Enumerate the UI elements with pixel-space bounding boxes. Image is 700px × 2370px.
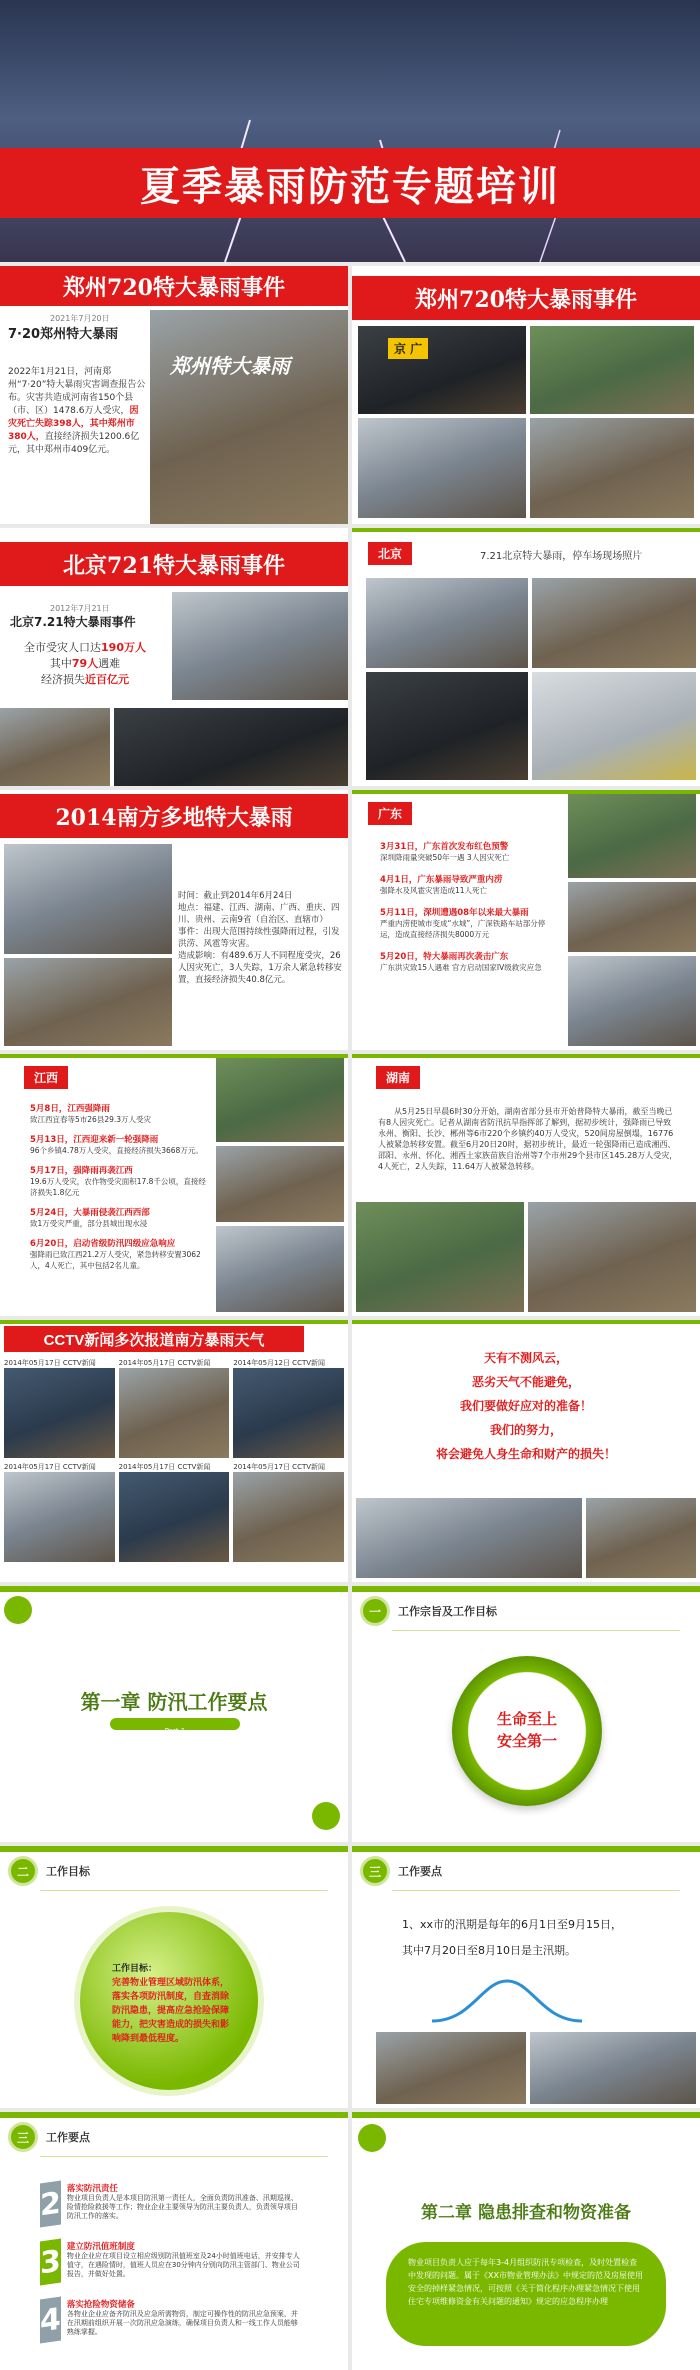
slide-hunan	[352, 1054, 700, 1316]
section-number: 三	[8, 2122, 38, 2152]
beijing-photo-1	[172, 592, 348, 700]
list-item: 5月20日，特大暴雨再次袭击广东 广东洪灾致15人遇难 官方启动国家IV级救灾应急	[380, 952, 542, 972]
chapter-text-box: 物业项目负责人应于每年3-4月组织防汛专项检查，及时处置检查中发现的问题。属于《XX市物业管理办法》中规定的范及房屋使用安全的掉样紧急情况，可按照《关于简化程序办理紧急情况下使用住宅专项维修资金有关问题的通知》规定的应急程序办理	[386, 2242, 666, 2346]
section-label: 工作要点	[398, 1865, 442, 1878]
steps-list	[40, 2182, 300, 2356]
subtitle: 7·20郑州特大暴雨	[8, 327, 119, 342]
event-list	[30, 1102, 210, 1271]
news-tile: 2014年05月17日 CCTV新闻	[4, 1462, 115, 1562]
slide-header: 郑州720特大暴雨事件	[352, 276, 700, 320]
slide-jiangxi	[0, 1054, 348, 1316]
slide-purpose	[352, 1586, 700, 1842]
slide-header: 北京721特大暴雨事件	[0, 542, 348, 586]
tunnel-photo	[530, 418, 694, 518]
photo-caption: 7.21北京特大暴雨，停车场现场照片	[480, 551, 643, 562]
slogan-photo-2	[586, 1498, 696, 1578]
slide-slogan	[352, 1320, 700, 1582]
cover-title: 夏季暴雨防范专题培训	[140, 162, 560, 210]
jiangxi-photo-3	[216, 1226, 344, 1312]
parking-photo-1	[366, 578, 528, 668]
event-text: 从5月25日早晨6时30分开始，湖南省部分县市开始普降特大暴雨，截至当晚已有8人因灾死亡。记者从湖南省防汛抗旱指挥部了解到，据初步统计，强降雨已导致永州、衡阳、长沙、郴州等6市220个乡镇约40万人受灾，520间房屋倒塌，16776人被紧急转移安置。截至6月20日20时，据初步统计，最近一轮强降雨已造成湘西、邵阳、永州、怀化、湘西土家族苗族自治州等7个市州29个县市区145.28万人受灾，4人死亡，2人失踪，11.64万人被紧急转移。	[378, 1107, 678, 1171]
jiangxi-photo-2	[216, 1146, 344, 1222]
hunan-photo-1	[356, 1202, 524, 1312]
rescue-photo	[532, 672, 696, 780]
section-label: 工作要点	[46, 2131, 90, 2144]
flood-photo-1	[376, 2032, 526, 2104]
cars-photo	[358, 418, 526, 518]
region-tag: 湖南	[376, 1066, 420, 1089]
list-item: 3月31日，广东首次发布红色预警 深圳降雨量突破50年一遇 3人因灾死亡	[380, 842, 510, 862]
goal-text: 工作目标： 完善物业管理区域防汛体系，落实各项防汛制度，自查消除防汛隐患，提高应急抢险保障能力，把灾害造成的损失和影响降到最低程度。	[112, 1964, 230, 2044]
slogan-photo-1	[356, 1498, 582, 1578]
slide-responsibilities	[0, 2112, 348, 2370]
event-list	[380, 840, 560, 973]
section-label: 工作宗旨及工作目标	[398, 1605, 497, 1618]
south-photo-1	[4, 844, 172, 954]
list-item: 5月11日，深圳遭遇08年以来最大暴雨 严重内涝使城市变成“水城”，广深铁路车站部分停运，造成直接经济损失8000万元	[380, 908, 546, 939]
decor-circle	[358, 2124, 386, 2152]
date-text: 2021年7月20日	[50, 314, 110, 323]
flood-photo-2	[530, 2032, 696, 2104]
south-photo-2	[4, 958, 172, 1046]
street-flood-photo	[530, 326, 694, 414]
slide-zhengzhou-1	[0, 266, 348, 524]
news-tile: 2014年05月17日 CCTV新闻	[119, 1462, 230, 1562]
beijing-photo-2	[0, 708, 110, 786]
list-item: 5月8日，江西强降雨 致江西宜春等5市26县29.3万人受灾	[30, 1104, 152, 1124]
guangdong-photo-1	[568, 794, 696, 878]
parking-photo-3	[366, 672, 528, 780]
station-sign: 京 广	[388, 338, 428, 359]
guangdong-photo-3	[568, 956, 696, 1046]
decor-circle	[4, 1596, 32, 1624]
slide-header: 郑州720特大暴雨事件	[0, 266, 348, 306]
news-tile: 2014年05月17日 CCTV新闻	[4, 1358, 115, 1458]
subway-photo	[358, 326, 526, 414]
list-item: 2 落实防汛责任 物业项目负责人是本项目防汛第一责任人，全面负责防汛准备、汛期巡视、险情抢险救援等工作；物业企业主要领导为防汛主要负责人，负责领导项目防汛工作的落实。	[40, 2182, 300, 2240]
list-item: 6月20日，启动省级防汛四级应急响应 强降雨已致江西21.2万人受灾，紧急转移安置3062人，4人死亡，其中包括2名儿童。	[30, 1239, 201, 1270]
news-tile: 2014年05月17日 CCTV新闻	[119, 1358, 230, 1458]
slide-goal	[0, 1846, 348, 2108]
slide-guangdong	[352, 790, 700, 1050]
section-number: 二	[8, 1856, 38, 1886]
season-text: 1、xx市的汛期是每年的6月1日至9月15日， 其中7月20日至8月10日是主汛期。	[402, 1918, 623, 1957]
event-text: 时间：截止到2014年6月24日 地点：福建、江西、湖南、广西、重庆、四川、贵州、云南9省（自治区、直辖市） 事件：出现大范围持续性强降雨过程，引发洪涝、风雹等灾害。 造成影响：有489.6万人不同程度受灾，26人因灾死亡，3人失踪，1万余人紧急转移安置，直接经济损失40.8亿元。	[178, 891, 342, 985]
beijing-photo-3	[114, 708, 348, 786]
list-item: 5月13日，江西迎来新一轮强降雨 96个乡镇4.78万人受灾，直接经济损失3668万元。	[30, 1135, 203, 1155]
flood-photo	[150, 310, 348, 524]
parking-photo-2	[532, 578, 696, 668]
cover-slide	[0, 0, 700, 262]
date-text: 2012年7月21日	[50, 604, 110, 613]
goal-text: 生命至上 安全第一	[496, 1710, 557, 1750]
region-tag: 广东	[368, 802, 412, 825]
jiangxi-photo-1	[216, 1058, 344, 1142]
lightning-icon	[0, 0, 700, 262]
stats-text: 全市受灾人口达190万人 其中79人遇难 经济损失近百亿元	[24, 641, 146, 686]
news-tile: 2014年05月12日 CCTV新闻	[233, 1358, 344, 1458]
body-text: 2022年1月21日，河南郑州“7·20”特大暴雨灾害调查报告公布。灾害共造成河南省150个县（市、区）1478.6万人受灾，因灾死亡失踪398人，其中郑州市380人，直接经济损失1200.6亿元，其中郑州市409亿元。	[8, 367, 146, 455]
chapter-title: 第二章 隐患排查和物资准备	[421, 2203, 631, 2223]
slide-header: CCTV新闻多次报道南方暴雨天气	[4, 1326, 304, 1352]
photo-caption: 郑州特大暴雨	[170, 354, 290, 378]
news-grid	[4, 1358, 344, 1562]
guangdong-photo-2	[568, 882, 696, 952]
slide-chapter-1	[0, 1586, 348, 1842]
list-item: 4 落实抢险物资储备 各物业企业应备齐防汛及应急所需物资，制定可操作性的防汛应急预案，并在汛期前组织开展一次防汛应急演练，确保项目负责人和一线工作人员能够熟练掌握。	[40, 2298, 300, 2356]
hunan-photo-2	[528, 1202, 696, 1312]
section-label: 工作目标	[46, 1865, 90, 1878]
rainfall-curve-icon	[432, 1976, 582, 2026]
list-item: 5月17日，强降雨再袭江西 19.6万人受灾，农作物受灾面积17.8千公顷，直接经济损失1.8亿元	[30, 1166, 206, 1197]
section-number: 三	[360, 1856, 390, 1886]
decor-circle	[312, 1802, 340, 1830]
part-badge: Part 1	[110, 1718, 240, 1730]
slide-south-2014	[0, 790, 348, 1050]
list-item: 4月1日，广东暴雨导致严重内涝 强降水及风雹灾害造成11人死亡	[380, 875, 503, 895]
slide-beijing-1	[0, 528, 348, 786]
list-item: 3 建立防汛值班制度 物业企业应在项目设立相应级别防汛值班室及24小时值班电话，并安排专人值守，在遇险情时，值班人员应在30分钟内分别向防汛主管部门、物业公司报告，并做好处置。	[40, 2240, 300, 2298]
news-tile: 2014年05月17日 CCTV新闻	[233, 1462, 344, 1562]
chapter-title: 第一章 防汛工作要点	[80, 1690, 268, 1714]
region-tag: 江西	[24, 1066, 68, 1089]
slide-zhengzhou-2	[352, 266, 700, 524]
slide-cctv	[0, 1320, 348, 1582]
slide-flood-season	[352, 1846, 700, 2108]
list-item: 5月24日，大暴雨侵袭江西西部 致1万受灾严重，部分县城出现水浸	[30, 1208, 150, 1228]
cover-title-bar	[0, 148, 700, 218]
section-number: 一	[360, 1596, 390, 1626]
slide-chapter-2	[352, 2112, 700, 2370]
region-tag: 北京	[368, 542, 412, 565]
slide-header: 2014南方多地特大暴雨	[0, 794, 348, 838]
subtitle: 北京7.21特大暴雨事件	[10, 615, 136, 629]
slogan-text: 天有不测风云， 恶劣天气不能避免， 我们要做好应对的准备！ 我们的努力， 将会避免人身生命和财产的损失！	[435, 1351, 616, 1461]
slide-beijing-2	[352, 528, 700, 786]
